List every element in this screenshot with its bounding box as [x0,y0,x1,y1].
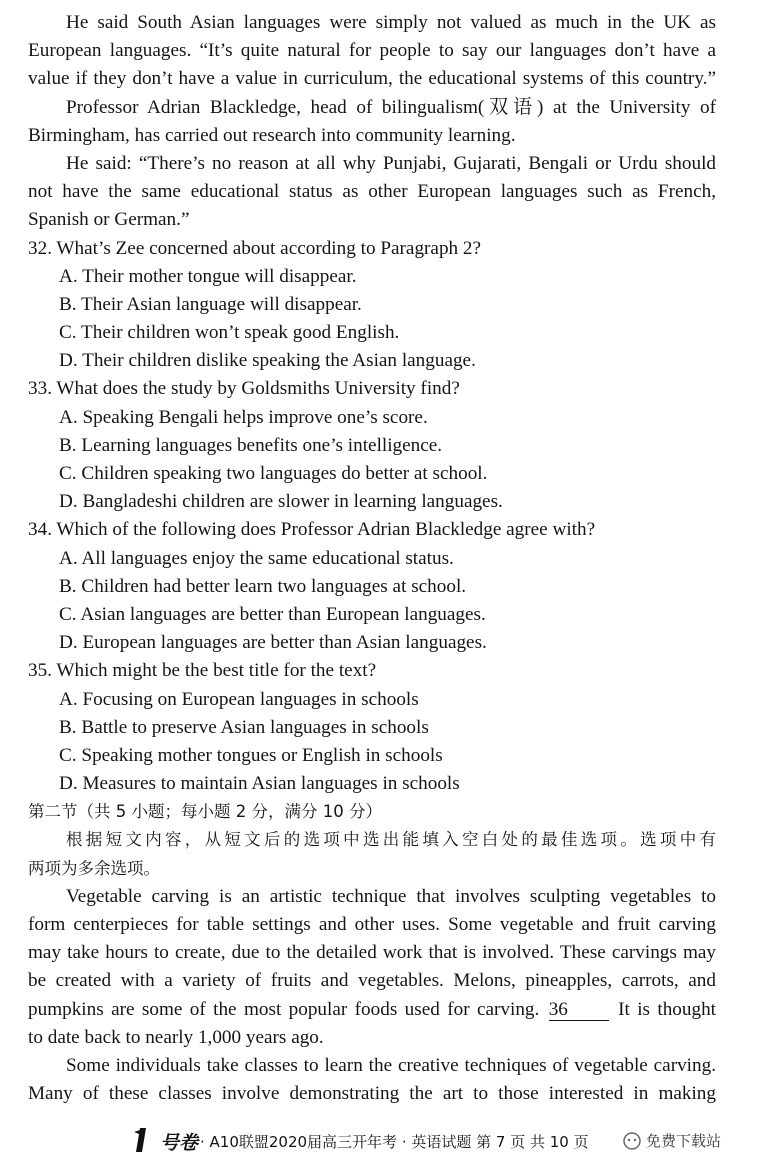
answer-option[interactable]: B. Their Asian language will disappear. [59,293,362,315]
question-stem: 35. Which might be the best title for the text? [28,660,377,682]
passage-line: Birmingham, has carried out research into community learning. [28,124,516,146]
passage-line: Many of these classes involve demonstrating the art to those interested in making [28,1083,716,1105]
passage-line: Vegetable carving is an artistic technique that involves sculpting vegetables to [66,885,716,907]
passage-line: Professor Adrian Blackledge, head of bilingualism(双语) at the University of [66,96,716,118]
passage-line: not have the same educational status as other European languages such as French, [28,181,716,203]
answer-option[interactable]: D. Their children dislike speaking the Asian language. [59,350,476,372]
section-instruction-cont: 两项为多余选项。 [28,858,160,878]
answer-option[interactable]: C. Children speaking two languages do better at school. [59,463,488,484]
passage-2 [28,883,716,996]
passage-line: Some individuals take classes to learn the creative techniques of vegetable carving. [66,1054,716,1076]
page-footer [0,1120,767,1160]
passage-line: may take hours to create, due to the detailed work that is involved. These carvings may [28,942,716,964]
answer-option[interactable]: D. Bangladeshi children are slower in learning languages. [59,491,503,513]
section-heading: 第二节（共 5 小题；每小题 2 分，满分 10 分） [28,802,382,822]
passage-line: European languages. “It’s quite natural for people to say our languages don’t have a [28,40,716,62]
answer-option[interactable]: D. Measures to maintain Asian languages in schools [59,773,460,795]
blank-line-after: It is thought [618,998,716,1020]
passage-line: to date back to nearly 1,000 years ago. [28,1026,324,1048]
answer-option[interactable]: A. Their mother tongue will disappear. [59,265,357,287]
answer-option[interactable]: C. Their children won’t speak good English. [59,322,400,344]
answer-option[interactable]: B. Battle to preserve Asian languages in schools [59,716,429,738]
answer-option[interactable]: A. Speaking Bengali helps improve one’s score. [59,406,428,428]
answer-option[interactable]: A. Focusing on European languages in schools [59,688,419,710]
blank-line-before: pumpkins are some of the most popular foods used for carving. [28,998,540,1020]
wechat-icon [622,1131,642,1151]
passage-line: Spanish or German.” [28,209,190,231]
footer-text: · A10联盟2020届高三开年考 · 英语试题 第 7 页 共 10 页 [200,1133,589,1151]
question-stem: 33. What does the study by Goldsmiths University find? [28,378,460,400]
logo-brush-icon [130,1126,160,1154]
logo-text: 号卷 [160,1132,199,1154]
answer-option[interactable]: D. European languages are better than Asian languages. [59,632,487,654]
passage-line: He said South Asian languages were simply not valued as much in the UK as [66,12,716,33]
answer-option[interactable]: C. Speaking mother tongues or English in schools [59,744,443,766]
answer-option[interactable]: C. Asian languages are better than European languages. [59,603,486,625]
passage-line: form centerpieces for table settings and other uses. Some vegetable and fruit carving [28,914,716,935]
blank-line [28,996,716,1024]
passage-line: value if they don’t have a value in curriculum, the educational systems of this country.” [28,68,716,90]
exam-page [28,9,716,1108]
blank-36[interactable]: 36 [549,1000,609,1021]
question-stem: 34. Which of the following does Professor Adrian Blackledge agree with? [28,519,596,541]
answer-option[interactable]: B. Children had better learn two languages at school. [59,575,467,597]
passage-line: be created with a variety of fruits and vegetables. Melons, pineapples, carrots, and [28,970,716,992]
passage-line: He said: “There’s no reason at all why Punjabi, Gujarati, Bengali or Urdu should [66,152,716,174]
passage-end [28,9,716,235]
question-stem: 32. What’s Zee concerned about according to Paragraph 2? [28,237,482,259]
questions-list [28,235,716,799]
answer-option[interactable]: B. Learning languages benefits one’s intelligence. [59,434,443,456]
answer-option[interactable]: A. All languages enjoy the same educational status. [59,547,454,569]
section-instruction: 根据短文内容，从短文后的选项中选出能填入空白处的最佳选项。选项中有 [66,830,716,850]
watermark-text: 免费下载站 [646,1132,722,1150]
